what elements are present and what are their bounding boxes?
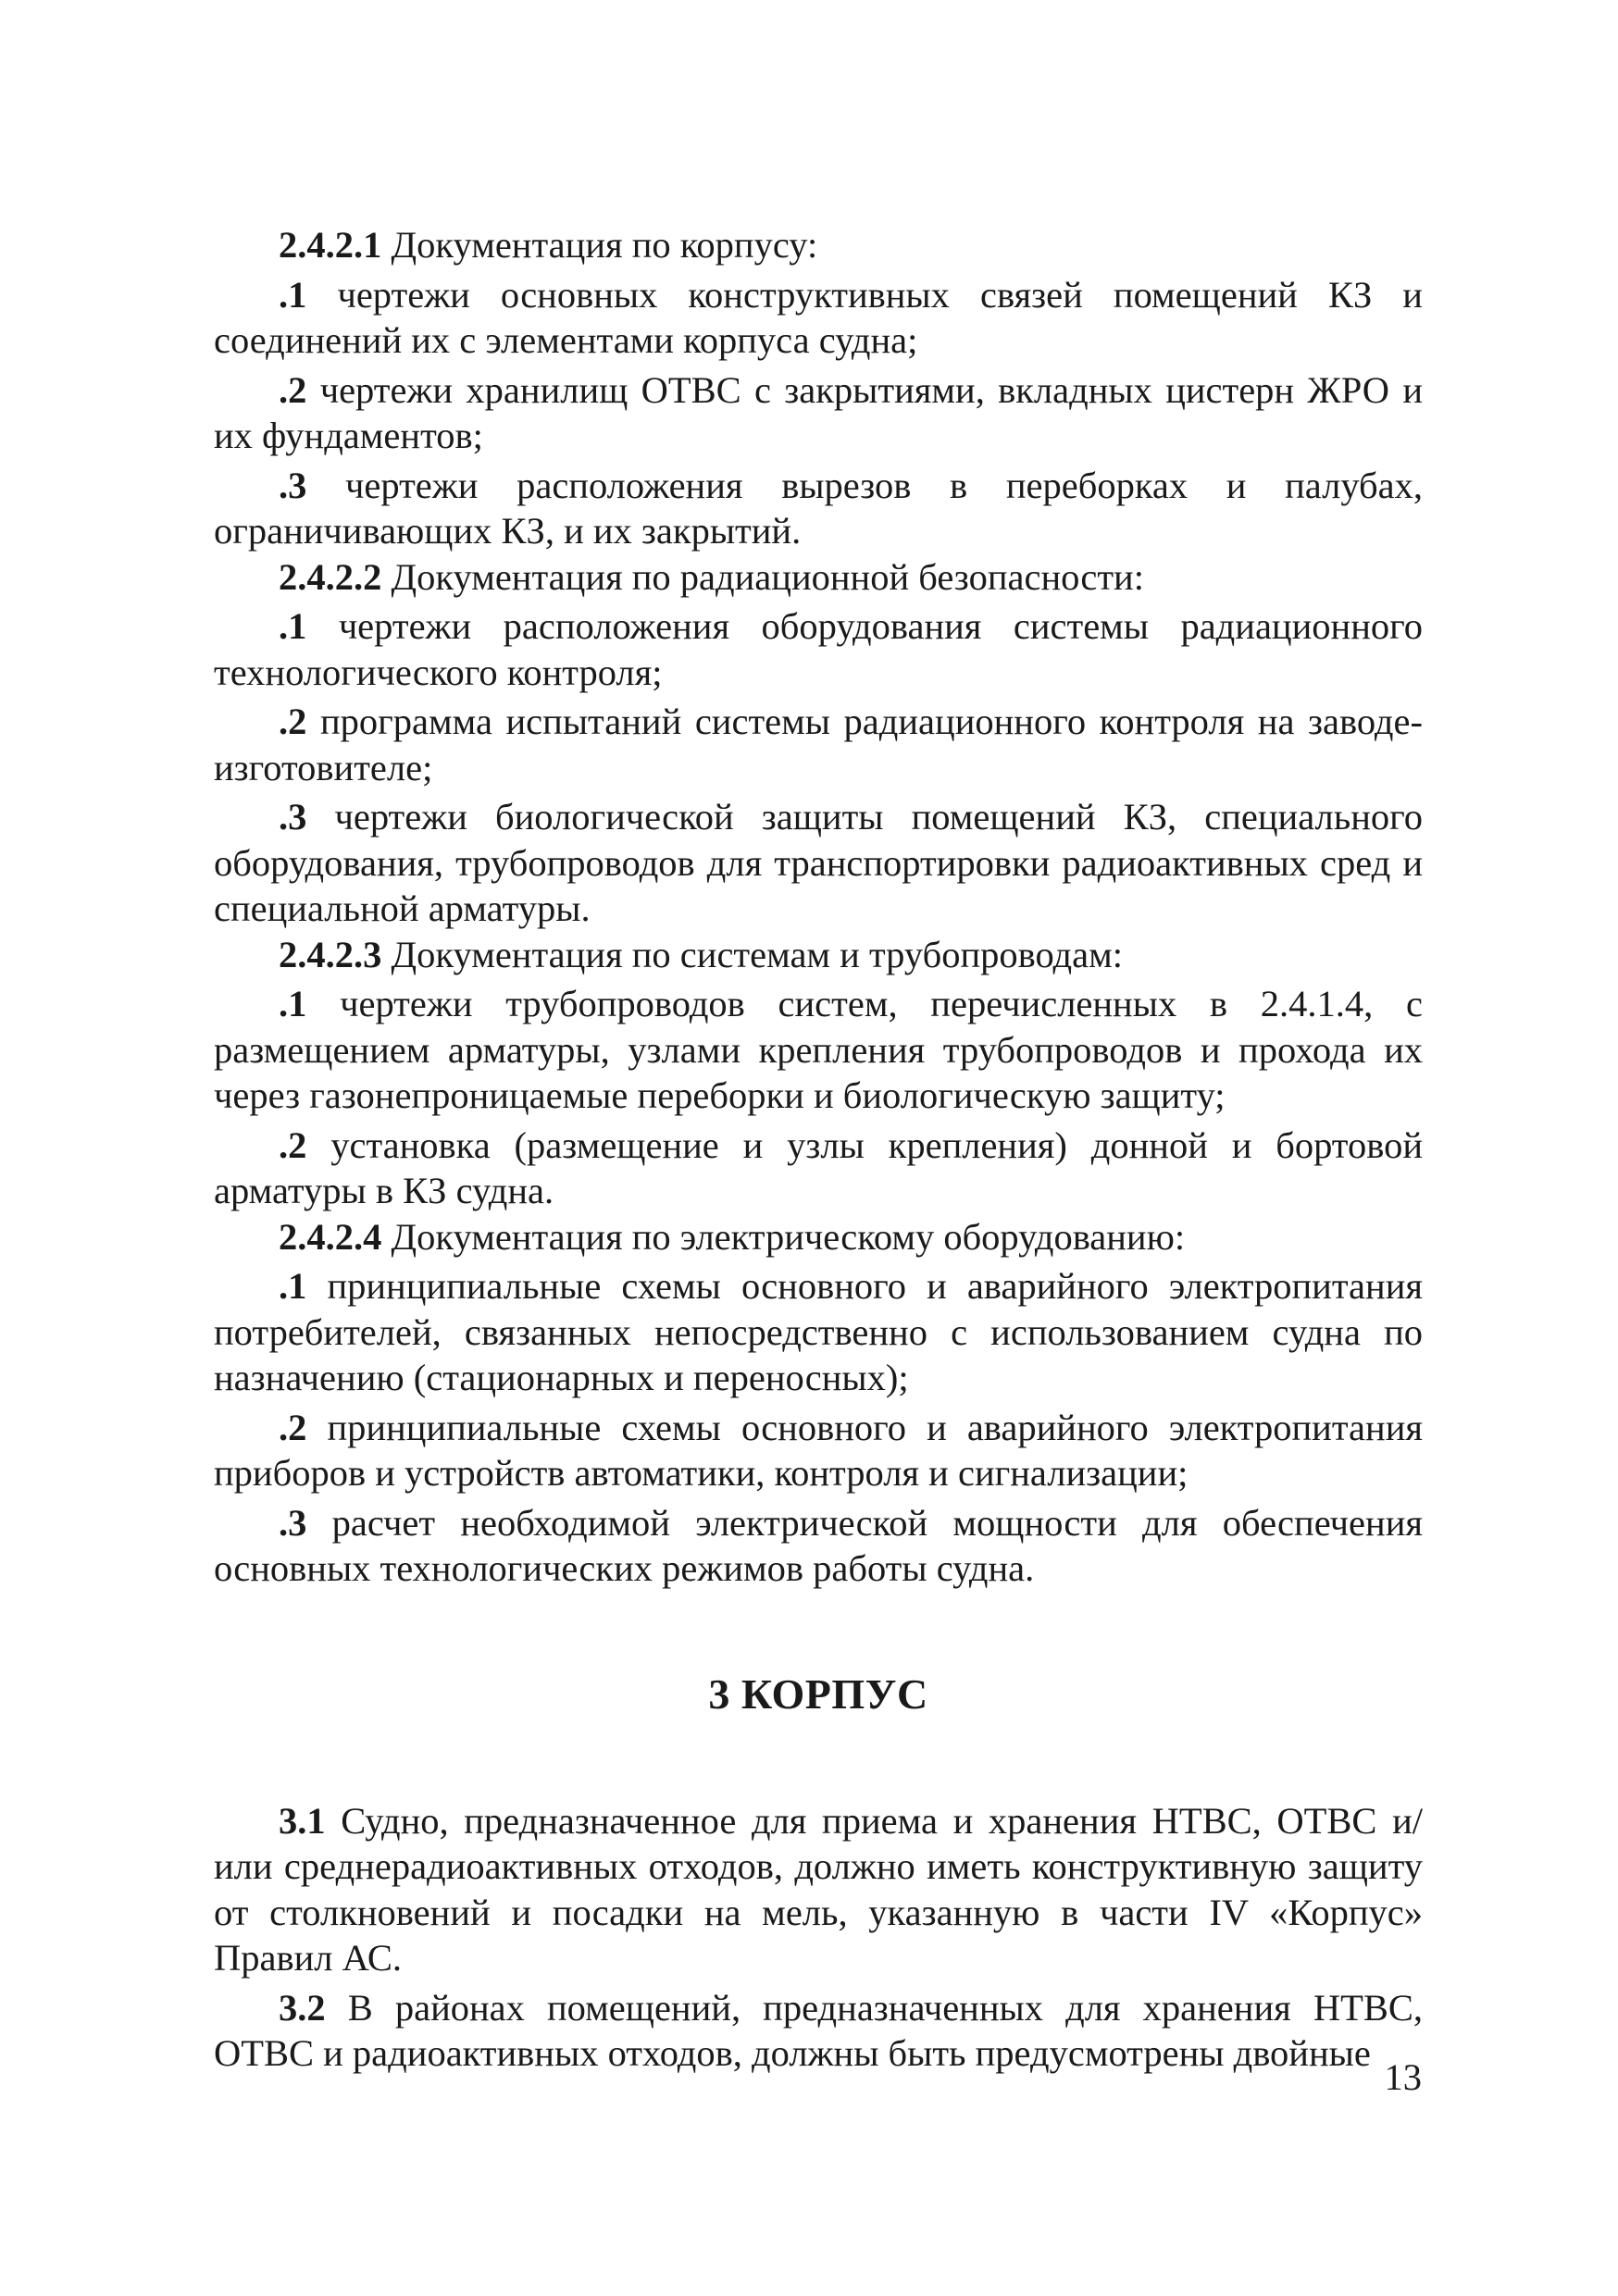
page-number: 13 <box>1384 2056 1422 2098</box>
paragraph-3-1 <box>214 1798 1423 1981</box>
paragraph-2-4-2-2 <box>214 554 1423 601</box>
paragraph-text: Документация по системам и трубопроводам: <box>381 933 1124 975</box>
list-item <box>214 794 1423 932</box>
paragraph-text: чертежи биологической защиты помещений КЗ, специального оборудования, трубопроводов для транспортировки радиоактивных сред и специальной арматуры. <box>214 796 1423 929</box>
item-number: .2 <box>279 368 307 411</box>
paragraph-text: программа испытаний системы радиационного контроля на заводе-изготовителе; <box>214 701 1423 788</box>
clause-number: 2.4.2.2 <box>279 555 382 598</box>
paragraph-2-4-2-4 <box>214 1214 1423 1260</box>
clause-number: 2.4.2.4 <box>279 1215 382 1258</box>
paragraph-text: Документация по электрическому оборудованию: <box>381 1215 1186 1258</box>
item-number: .3 <box>279 1501 307 1544</box>
paragraph-text: принципиальные схемы основного и аварийного электропитания приборов и устройств автоматики, контроля и сигнализации; <box>214 1406 1423 1494</box>
list-item <box>214 367 1423 459</box>
document-page <box>214 222 1423 2077</box>
section-heading: 3 КОРПУС <box>708 1669 928 1718</box>
paragraph-3-2 <box>214 1985 1423 2077</box>
paragraph-text: установка (размещение и узлы крепления) донной и бортовой арматуры в КЗ судна. <box>214 1123 1423 1211</box>
clause-number: 2.4.2.3 <box>279 933 382 975</box>
paragraph-2-4-2-3 <box>214 932 1423 978</box>
list-item <box>214 1123 1423 1214</box>
paragraph-text: В районах помещений, предназначенных для хранения НТВС, ОТВС и радиоактивных отходов, должны быть предусмотрены двойные <box>214 1986 1423 2074</box>
paragraph-text: чертежи расположения оборудования системы радиационного технологического контроля; <box>214 605 1423 693</box>
list-item <box>214 699 1423 790</box>
item-number: .3 <box>279 464 307 506</box>
item-number: .2 <box>279 1123 307 1166</box>
clause-number: 3.2 <box>279 1986 326 2029</box>
item-number: .1 <box>279 273 307 316</box>
item-number: .1 <box>279 983 307 1024</box>
list-item <box>214 1263 1423 1401</box>
paragraph-text: принципиальные схемы основного и аварийного электропитания потребителей, связанных непосредственно с использованием судна по назначению (стационарных и переносных); <box>214 1265 1423 1398</box>
list-item <box>214 981 1423 1119</box>
item-number: .1 <box>279 605 307 647</box>
paragraph-text: Документация по радиационной безопасности: <box>381 555 1144 598</box>
paragraph-text: чертежи хранилищ ОТВС с закрытиями, вкладных цистерн ЖРО и их фундаментов; <box>214 368 1423 456</box>
paragraph-text: Документация по корпусу: <box>381 224 818 266</box>
clause-number: 3.1 <box>279 1799 326 1842</box>
paragraph-text: Судно, предназначенное для приема и хранения НТВС, ОТВС и/или среднерадиоактивных отходов, должно иметь конструктивную защиту от столкновений и посадки на мель, указанную в части IV «Корпус» Правил АС. <box>214 1799 1423 1979</box>
clause-number: 2.4.2.1 <box>279 224 382 266</box>
list-item <box>214 603 1423 695</box>
item-number: .1 <box>279 1265 307 1307</box>
paragraph-2-4-2-1 <box>214 222 1423 268</box>
paragraph-text: расчет необходимой электрической мощности для обеспечения основных технологических режимов работы судна. <box>214 1501 1423 1589</box>
item-number: .3 <box>279 796 307 838</box>
list-item <box>214 272 1423 364</box>
item-number: .2 <box>279 1406 307 1448</box>
item-number: .2 <box>279 701 307 742</box>
list-item <box>214 1405 1423 1496</box>
paragraph-text: чертежи основных конструктивных связей помещений КЗ и соединений их с элементами корпуса судна; <box>214 273 1423 361</box>
paragraph-text: чертежи трубопроводов систем, перечисленных в 2.4.1.4, с размещением арматуры, узлами крепления трубопроводов и прохода их через газонепроницаемые переборки и биологическую защиту; <box>214 983 1423 1116</box>
list-item <box>214 1500 1423 1592</box>
paragraph-text: чертежи расположения вырезов в переборках и палубах, ограничивающих КЗ, и их закрытий. <box>214 464 1423 552</box>
list-item <box>214 463 1423 554</box>
